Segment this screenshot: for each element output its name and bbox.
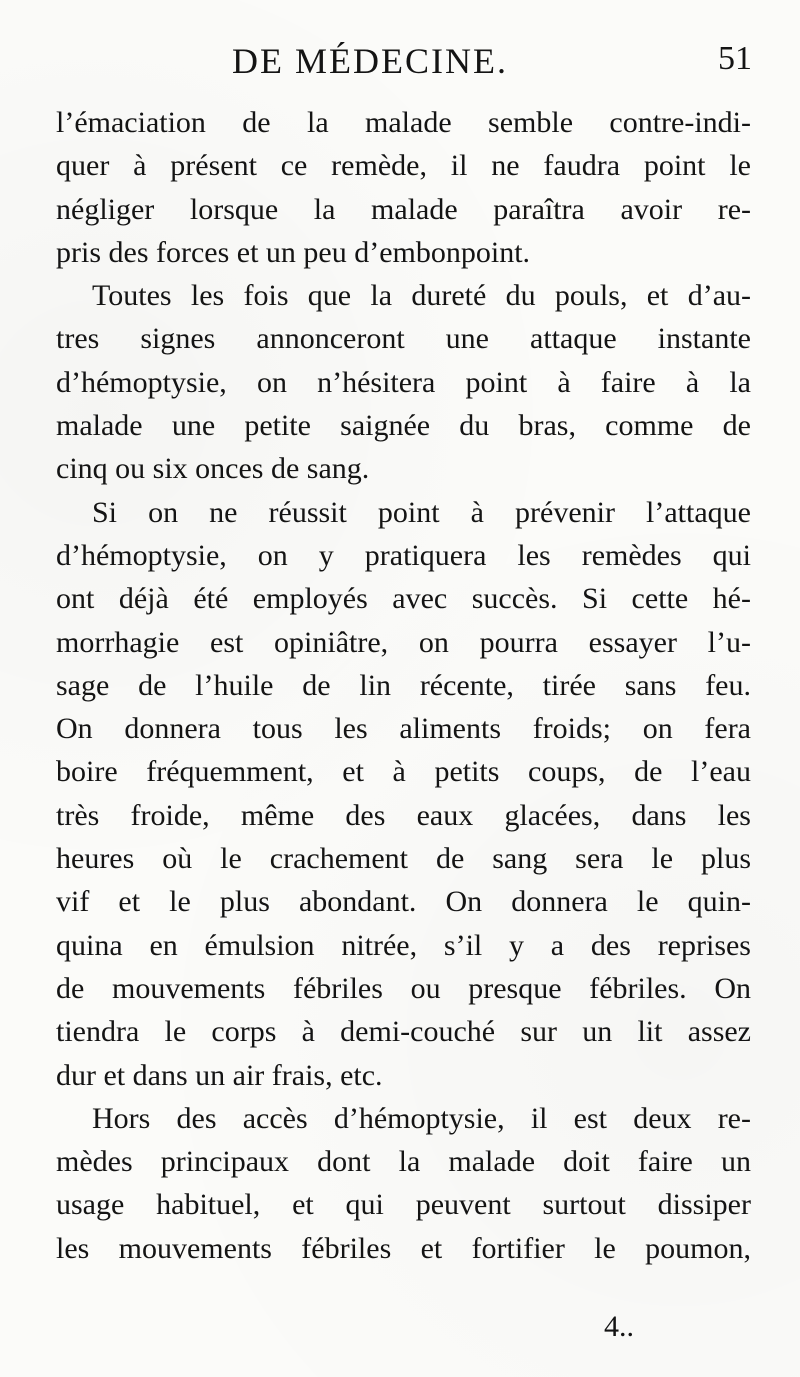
- text-line: Hors des accès d’hémoptysie, il est deux re-: [92, 1101, 751, 1135]
- text-line: heures où le crachement de sang sera le plus: [56, 842, 751, 876]
- text-line: dur et dans un air frais, etc.: [56, 1058, 383, 1092]
- text-line: vif et le plus abondant. On donnera le quin-: [56, 885, 751, 919]
- text-line: Toutes les fois que la dureté du pouls, et d’au-: [92, 279, 751, 313]
- text-line: très froide, même des eaux glacées, dans les: [56, 798, 751, 832]
- text-line: tres signes annonceront une attaque instante: [56, 322, 751, 356]
- text-line: morrhagie est opiniâtre, on pourra essayer l’u-: [56, 625, 751, 659]
- text-line: tiendra le corps à demi-couché sur un lit assez: [56, 1015, 751, 1049]
- text-line: On donnera tous les aliments froids; on fera: [56, 712, 751, 746]
- text-line: usage habituel, et qui peuvent surtout dissiper: [56, 1188, 751, 1222]
- text-line: de mouvements fébriles ou presque fébriles. On: [56, 971, 751, 1005]
- text-line: ont déjà été employés avec succès. Si cette hé-: [56, 582, 751, 616]
- page-number: 51: [718, 40, 752, 77]
- text-line: malade une petite saignée du bras, comme de: [56, 409, 751, 443]
- text-line: d’hémoptysie, on y pratiquera les remèdes qui: [56, 538, 751, 572]
- text-line: quina en émulsion nitrée, s’il y a des reprises: [56, 928, 751, 962]
- body-text: [56, 101, 751, 1270]
- running-head: DE MÉDECINE.: [232, 41, 508, 81]
- text-line: l’émaciation de la malade semble contre-indi-: [56, 106, 751, 139]
- catchword: 4..: [604, 1310, 634, 1343]
- text-line: les mouvements fébriles et fortifier le poumon,: [56, 1231, 751, 1265]
- page-header: [0, 40, 800, 100]
- text-line: quer à présent ce remède, il ne faudra point le: [56, 149, 751, 183]
- text-line: pris des forces et un peu d’embonpoint.: [56, 235, 531, 269]
- text-line: mèdes principaux dont la malade doit faire un: [56, 1145, 751, 1179]
- text-line: cinq ou six onces de sang.: [56, 452, 370, 486]
- text-line: boire fréquemment, et à petits coups, de l’eau: [56, 755, 751, 789]
- text-line: négliger lorsque la malade paraîtra avoir re-: [56, 192, 751, 226]
- text-line: sage de l’huile de lin récente, tirée sans feu.: [56, 668, 751, 702]
- text-line: Si on ne réussit point à prévenir l’attaque: [92, 495, 751, 529]
- text-line: d’hémoptysie, on n’hésitera point à faire à la: [56, 365, 751, 399]
